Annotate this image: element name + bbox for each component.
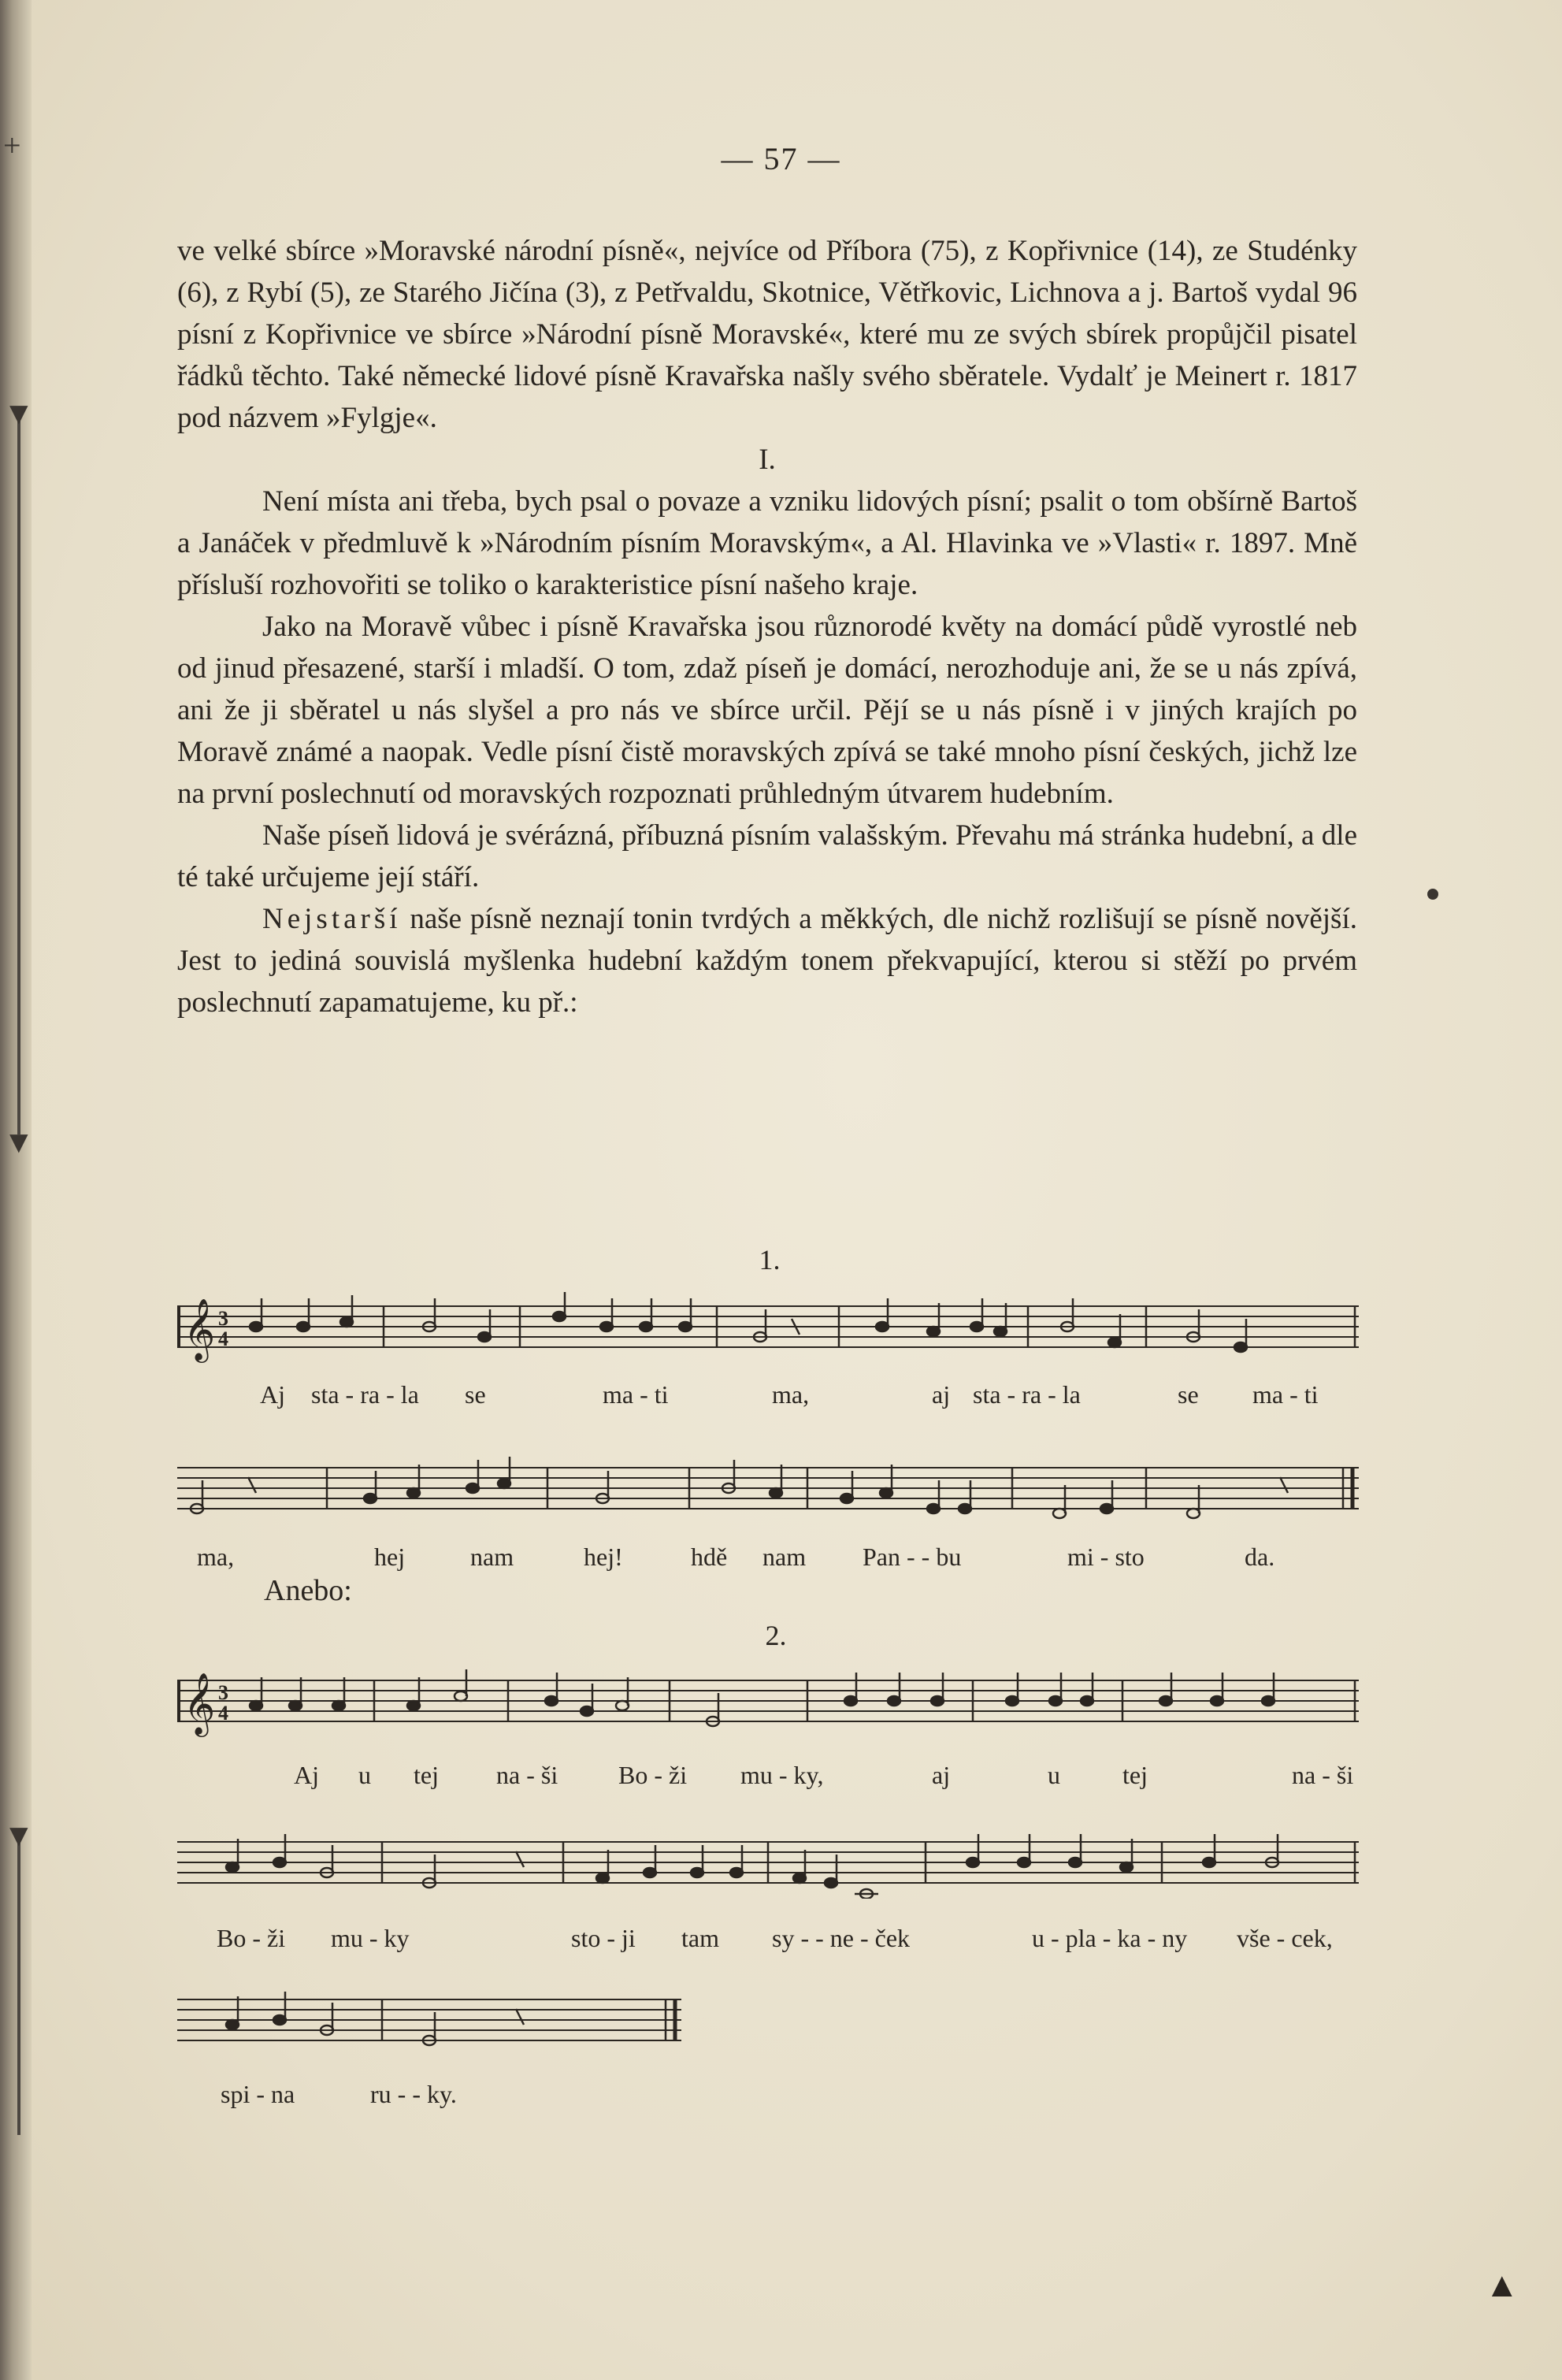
paragraph-4: Naše píseň lidová je svérázná, příbuzná písním valašským. Převahu má stránka hudební, a dle té také určujeme její stáří. bbox=[177, 819, 1357, 893]
lyrics-line bbox=[177, 1380, 1359, 1420]
music-staff bbox=[177, 1985, 1359, 2056]
margin-mark: ▼ bbox=[3, 1817, 35, 1853]
music-staff bbox=[177, 1828, 1359, 1899]
lyric: spi - na bbox=[221, 2080, 295, 2108]
example-2-label: 2. bbox=[765, 1620, 787, 1651]
music-staff bbox=[177, 1292, 1359, 1363]
lyric: sto - ji bbox=[571, 1924, 636, 1952]
lyric: nam bbox=[762, 1543, 807, 1571]
lyric: sta - ra - la bbox=[311, 1380, 419, 1409]
music-staff bbox=[177, 1454, 1359, 1524]
lyric: na - ši bbox=[496, 1761, 558, 1789]
page-number: — 57 — bbox=[721, 141, 841, 176]
lyric: sta - ra - la bbox=[973, 1380, 1081, 1409]
paragraph-1: ve velké sbírce »Moravské národní písně«, nejvíce od Příbora (75), z Kopřivnice (14), ze Studénky (6), z Rybí (5), ze Starého Jičína (3), z Petřvaldu, Skotnice, Větřkovic, Lichnova a j. Bartoš vydal 96 písní z Kopřivnice ve sbírce »Národní písně Moravské«, které mu ze svých sbírek propůjčil pisatel řádků těchto. Také německé lidové písně Kravařska našly svého sběratele. Vydalť je Meinert r. 1817 pod názvem »Fylgje«. bbox=[177, 235, 1357, 434]
lyric: hdě bbox=[691, 1543, 728, 1571]
music-staff bbox=[177, 1666, 1359, 1737]
lyric: mu - ky bbox=[331, 1924, 410, 1952]
paragraph-5-lead: Nejstarší bbox=[262, 903, 402, 935]
margin-mark: + bbox=[3, 128, 21, 163]
time-signature-top: 3 bbox=[218, 1307, 228, 1330]
lyric: na - ši bbox=[1292, 1761, 1354, 1789]
lyrics-line bbox=[177, 2080, 1359, 2119]
lyrics-line bbox=[177, 1543, 1359, 1582]
lyric: Aj bbox=[260, 1380, 285, 1409]
lyric: aj bbox=[932, 1761, 951, 1789]
paragraph-5-rest: naše písně neznají tonin tvrdých a měkkých, dle nichž rozlišují se písně novější. Jest to jediná souvislá myšlenka hudební každým tonem překvapující, kterou si stěží po prvém poslechnutí zapamatujeme, ku př.: bbox=[177, 903, 1357, 1019]
paragraph-3: Jako na Moravě vůbec i písně Kravařska jsou různorodé květy na domácí půdě vyrostlé neb od jinud přesazené, starší i mladší. O tom, zdaž píseň je domácí, nerozhoduje ani, že se u nás zpívá, ani že ji sběratel u nás slyšel a pro nás ve sbírce určil. Pějí se u nás písně i v jiných krajích po Moravě známé a naopak. Vedle písní čistě moravských zpívá se také mnoho písní českých, jichž lze na první poslechnutí od moravských rozpoznati průhledným útvarem hudebním. bbox=[177, 611, 1357, 810]
time-signature-bottom: 4 bbox=[218, 1702, 228, 1725]
lyric: mi - sto bbox=[1067, 1543, 1145, 1571]
lyric: se bbox=[1178, 1380, 1199, 1409]
lyric: tej bbox=[1122, 1761, 1148, 1789]
book-binding-edge bbox=[0, 0, 32, 2380]
lyric: vše - cek, bbox=[1237, 1924, 1333, 1952]
svg-text:𝄞: 𝄞 bbox=[184, 1673, 216, 1735]
lyric: nam bbox=[470, 1543, 514, 1571]
lyric: ma - ti bbox=[1252, 1380, 1319, 1409]
lyric: Bo - ži bbox=[618, 1761, 688, 1789]
stain-dot bbox=[1427, 889, 1438, 900]
lyric: ma, bbox=[197, 1543, 235, 1571]
paragraph-2: Není místa ani třeba, bych psal o povaze a vzniku lidových písní; psalit o tom obšírně Bartoš a Janáček v předmluvě k »Národním písním Moravským«, a Al. Hlavinka ve »Vlasti« r. 1897. Mně přísluší rozhovořiti se toliko o karakteristice písní našeho kraje. bbox=[177, 485, 1357, 601]
section-numeral: I. bbox=[759, 444, 776, 476]
lyrics-line bbox=[177, 1761, 1359, 1800]
example-1-label: 1. bbox=[759, 1244, 781, 1275]
lyric: ma, bbox=[772, 1380, 810, 1409]
lyric: se bbox=[465, 1380, 486, 1409]
time-signature-bottom: 4 bbox=[218, 1327, 228, 1350]
anebo-label: Anebo: bbox=[264, 1574, 352, 1607]
lyric: mu - ky, bbox=[740, 1761, 824, 1789]
lyric: da. bbox=[1245, 1543, 1275, 1571]
lyric: u - pla - ka - ny bbox=[1032, 1924, 1188, 1952]
lyrics-line bbox=[177, 1924, 1359, 1963]
lyric: Pan - - bu bbox=[863, 1543, 962, 1571]
margin-rule bbox=[17, 410, 20, 1134]
lyric: tej bbox=[414, 1761, 439, 1789]
lyric: hej! bbox=[584, 1543, 623, 1571]
lyric: u bbox=[358, 1761, 371, 1789]
corner-ink-mark: ▲ bbox=[1485, 2266, 1519, 2304]
time-signature-top: 3 bbox=[218, 1681, 228, 1704]
lyric: Bo - ži bbox=[217, 1924, 286, 1952]
svg-text:𝄞: 𝄞 bbox=[184, 1298, 216, 1361]
lyric: Aj bbox=[294, 1761, 319, 1789]
body-text bbox=[177, 230, 1357, 1023]
margin-mark: ▼ bbox=[3, 395, 35, 431]
lyric: sy - - ne - ček bbox=[772, 1924, 911, 1952]
lyric: u bbox=[1048, 1761, 1060, 1789]
lyric: ma - ti bbox=[603, 1380, 669, 1409]
margin-mark: ▼ bbox=[3, 1124, 35, 1160]
lyric: aj bbox=[932, 1380, 951, 1409]
paragraph-5 bbox=[177, 898, 1357, 1023]
lyric: ru - - ky. bbox=[370, 2080, 457, 2108]
margin-rule bbox=[17, 1836, 20, 2135]
lyric: hej bbox=[374, 1543, 406, 1571]
lyric: tam bbox=[681, 1924, 719, 1952]
